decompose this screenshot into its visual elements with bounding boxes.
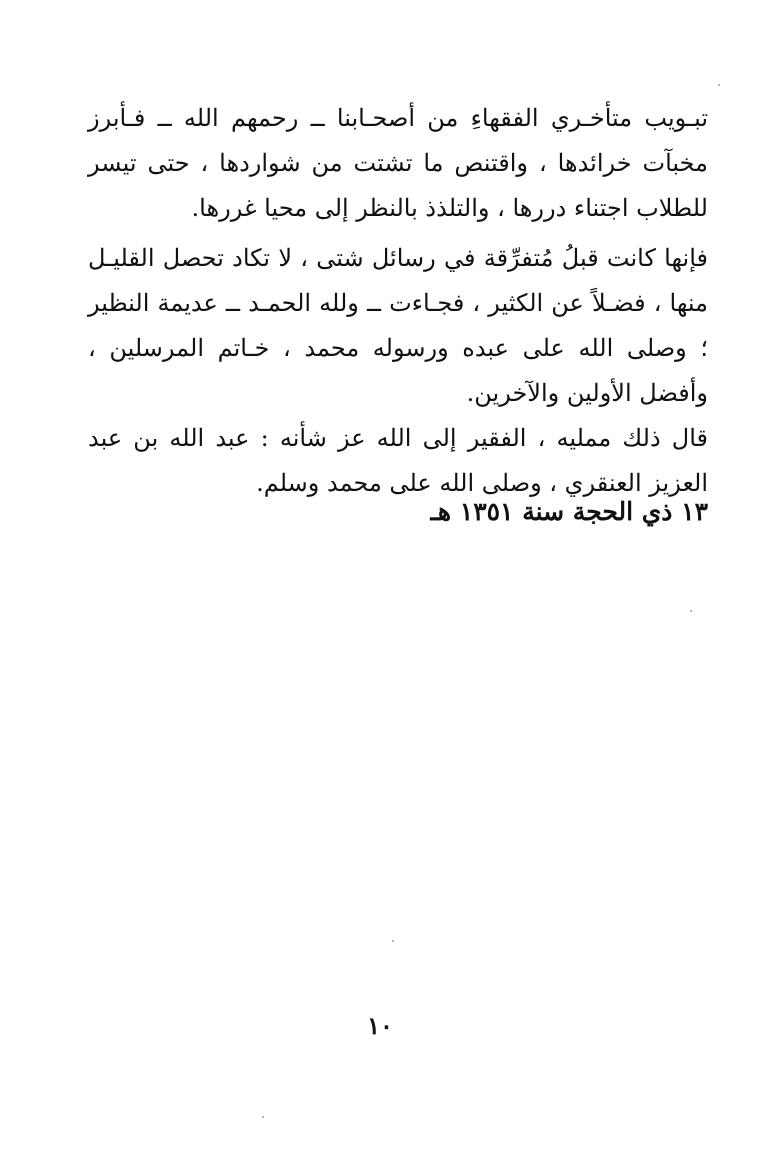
paragraph-text: تبـويب متأخـري الفقهاءِ من أصحـابنا ــ رحمهم الله ــ فـأبرز مخبآت خرائدها ، واقتنص ما تشتت من شواردها ، حتى تيسر للطلاب اجتناء دررها ، والتلذذ بالنظر إلى محيا غررها.	[88, 104, 708, 222]
scan-speck	[690, 610, 692, 612]
scan-speck	[718, 84, 720, 86]
page-number: ١٠	[367, 1011, 393, 1040]
paragraph-intro-continuation	[88, 96, 708, 231]
paragraph-collection-note	[88, 236, 708, 416]
scan-speck	[262, 1116, 264, 1118]
paragraph-text: قال ذلك ممليه ، الفقير إلى الله عز شأنه : عبد الله بن عبد العزيز العنقري ، وصلى الله على محمد وسلم.	[88, 424, 708, 497]
scan-speck	[392, 940, 394, 942]
paragraph-text: فإنها كانت قبلُ مُتفرِّقة في رسائل شتى ، لا تكاد تحصل القليـل منها ، فضـلاً عن الكثير ، فجـاءت ــ ولله الحمـد ــ عديمة النظير ؛ وصلى الله على عبده ورسوله محمد ، خـاتم المرسلين ، وأفضل الأولين والآخرين.	[88, 244, 708, 407]
hijri-date-line: ١٣ ذي الحجة سنة ١٣٥١ هـ	[430, 497, 708, 526]
